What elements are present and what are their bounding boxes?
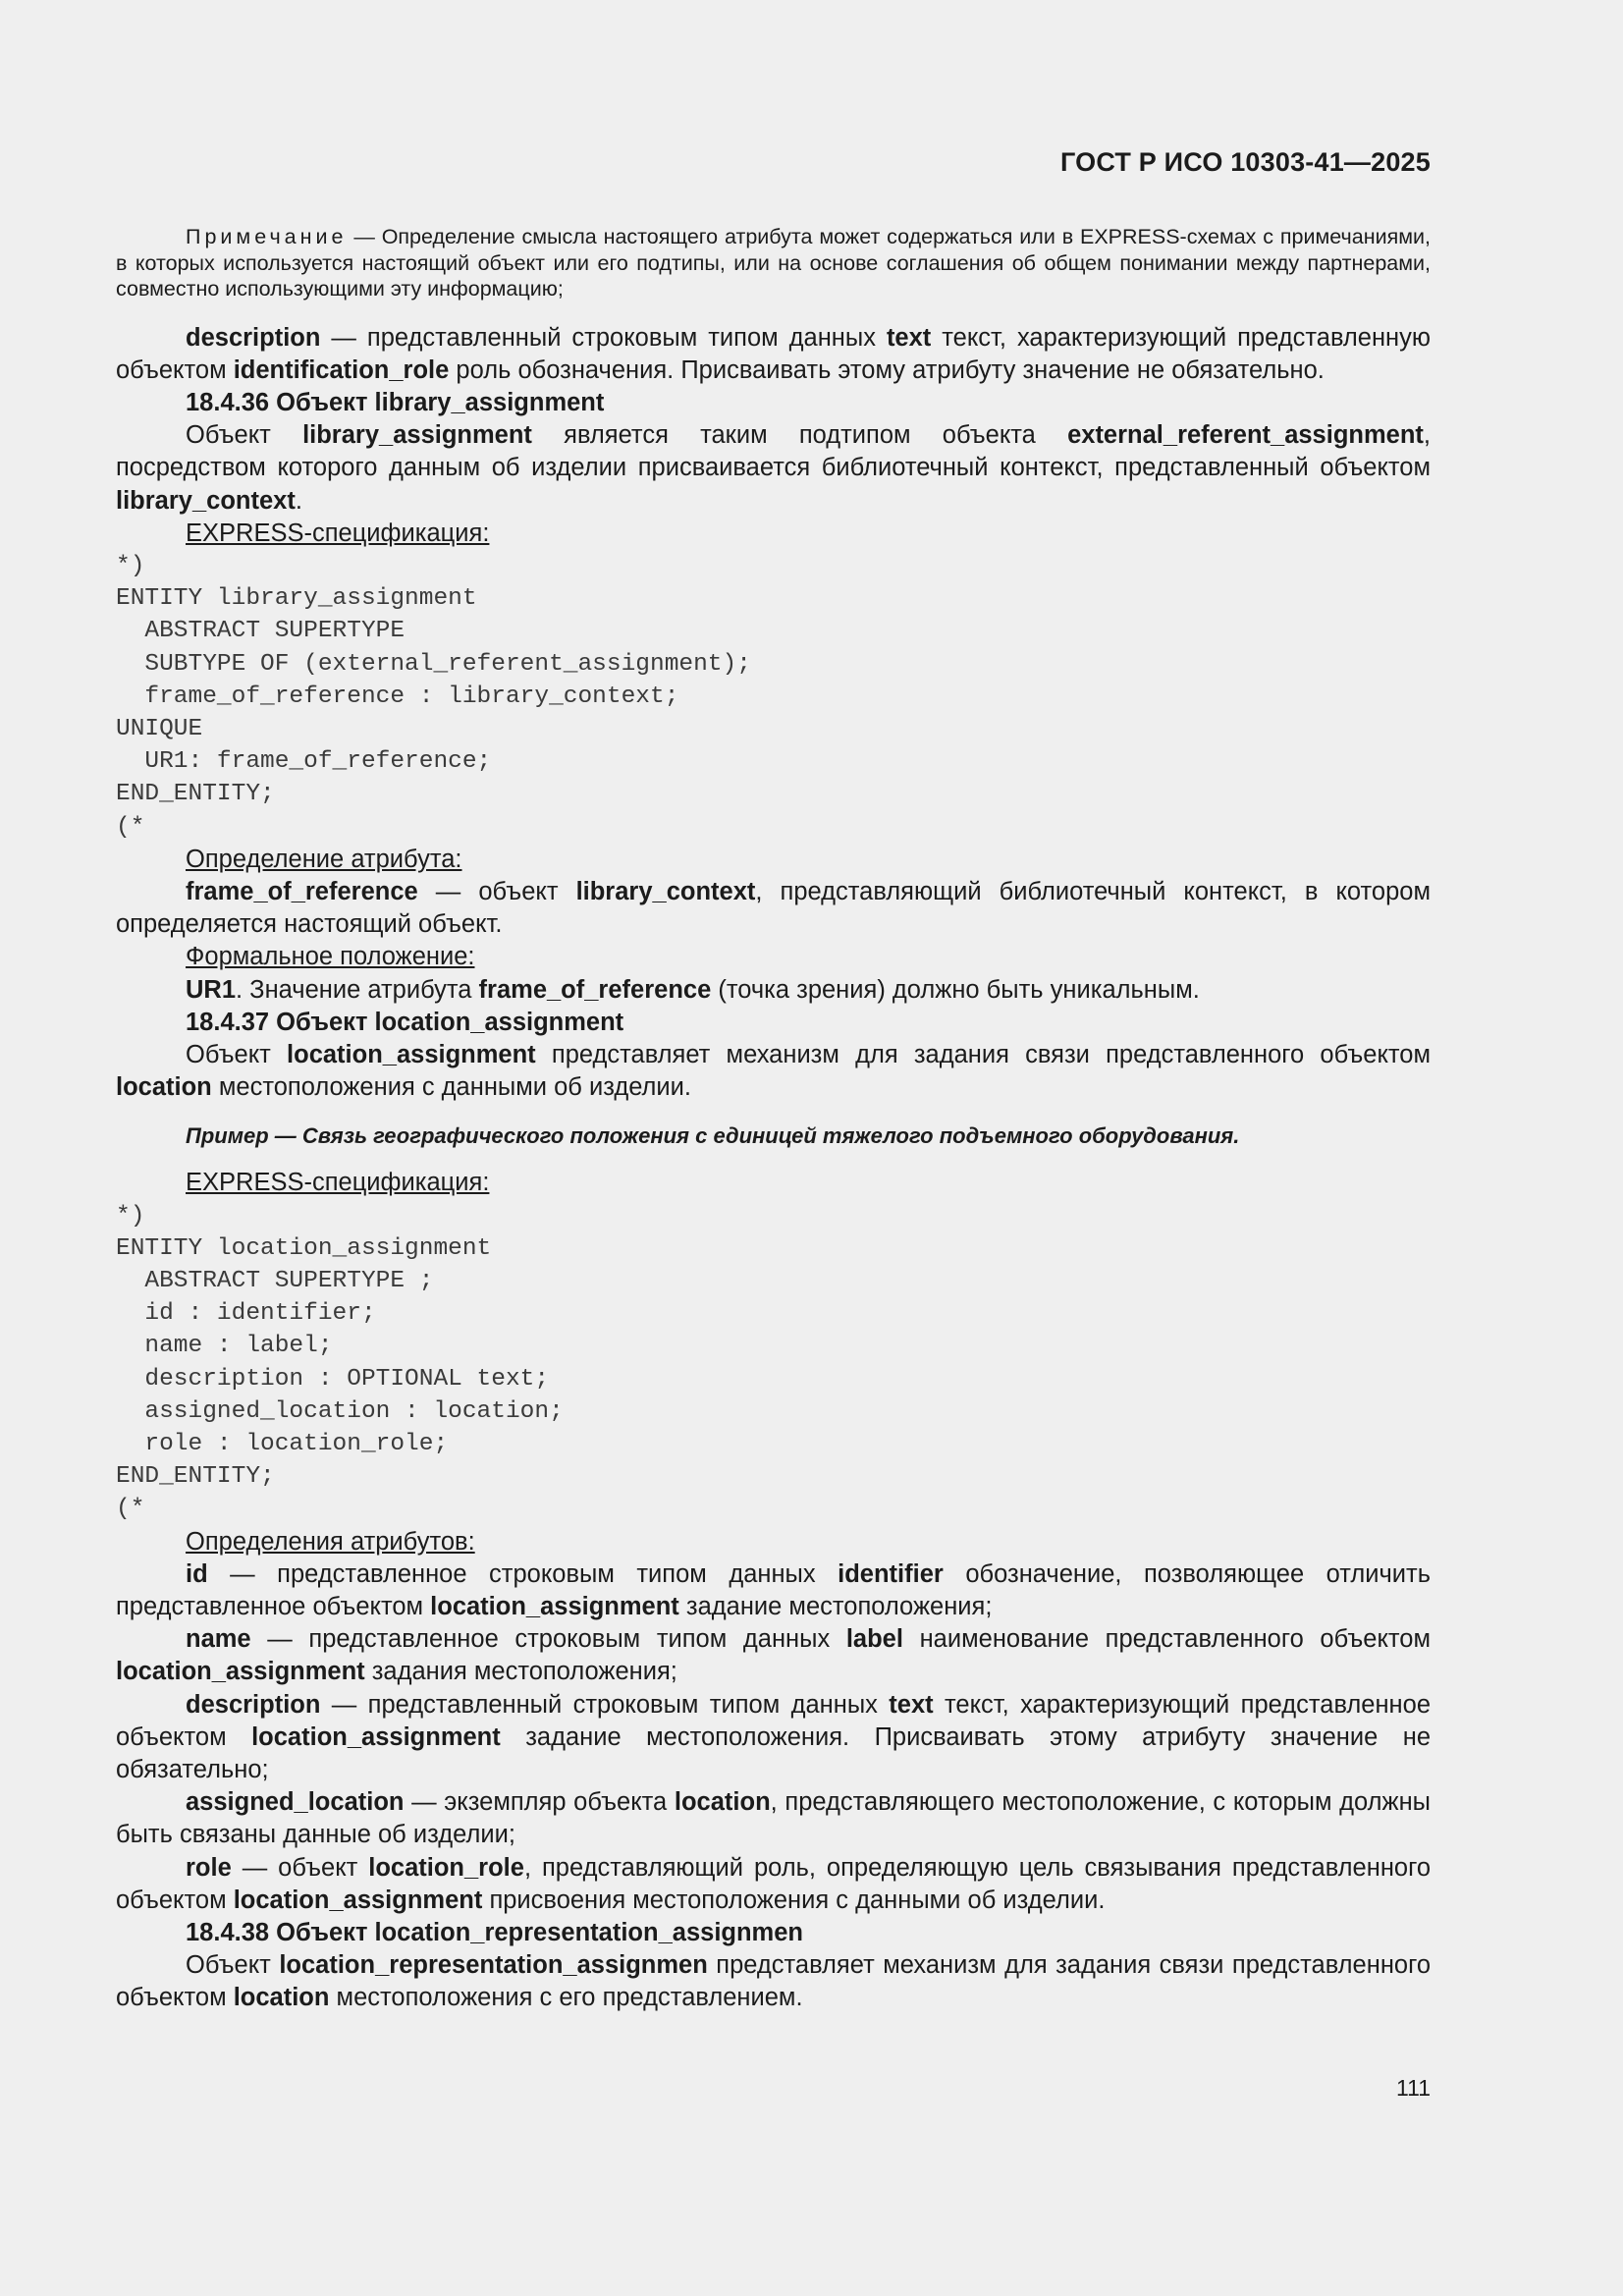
underlined-label: Формальное положение: <box>186 943 475 971</box>
text-run: представляет механизм для задания связи представленного объектом <box>116 1951 1432 2012</box>
attribute-definitions-label <box>116 1526 1431 1558</box>
term: location_assignment <box>251 1722 501 1751</box>
text-run: текст, характеризующий представленное объектом <box>116 1690 1432 1751</box>
description-attribute-definition <box>116 1689 1431 1787</box>
underlined-label: Определения атрибутов: <box>186 1527 475 1556</box>
term: library_context <box>116 486 296 515</box>
term: description <box>186 1690 321 1719</box>
term: location_assignment <box>287 1040 536 1068</box>
page-body <box>116 224 1431 2015</box>
note-text: — Определение смысла настоящего атрибута может содержаться или в EXPRESS-схемах с примечаниями, в которых используется настоящий объект или его подтипы, или на основе соглашения об общем понимании между партнерами, совместно использующими эту информацию; <box>116 225 1431 301</box>
text-run: задание местоположения. Присваивать этому атрибуту значение не обязательно; <box>116 1722 1431 1784</box>
text-run: — представленное строковым типом данных <box>207 1559 839 1588</box>
role-attribute-definition <box>116 1852 1431 1917</box>
section-heading-18-4-36: 18.4.36 Объект library_assignment <box>186 388 605 416</box>
text-run: Объект <box>186 1040 288 1068</box>
description-attribute-paragraph <box>116 322 1431 387</box>
assigned-location-attribute-definition <box>116 1786 1431 1851</box>
term: frame_of_reference <box>478 975 712 1004</box>
term: role <box>186 1853 232 1882</box>
text-run: задания местоположения; <box>364 1658 677 1686</box>
underlined-label: EXPRESS-спецификация: <box>186 1169 490 1197</box>
text-run: (точка зрения) должно быть уникальным. <box>711 975 1200 1004</box>
text-run: — объект <box>231 1853 369 1882</box>
ur1-rule <box>116 974 1431 1007</box>
formal-proposition-label <box>116 941 1431 973</box>
term: text <box>889 1690 934 1719</box>
term: identification_role <box>233 355 450 384</box>
text-run: наименование представленного объектом <box>902 1625 1432 1654</box>
text-run: роль обозначения. Присваивать этому атрибуту значение не обязательно. <box>449 355 1325 384</box>
term: location <box>674 1788 771 1817</box>
text-run: местоположения с его представлением. <box>329 1984 803 2012</box>
note-label: Примечание <box>186 225 348 248</box>
text-run: задание местоположения; <box>678 1593 993 1621</box>
standard-header: ГОСТ Р ИСО 10303-41—2025 <box>1060 147 1431 177</box>
term: identifier <box>838 1559 944 1588</box>
text-run: представляет механизм для задания связи представленного объектом <box>535 1040 1431 1068</box>
text-run: Объект <box>186 421 303 450</box>
text-run: . <box>295 486 302 515</box>
term: name <box>186 1625 251 1654</box>
express-code-library-assignment: *) ENTITY library_assignment ABSTRACT SUPERTYPE SUBTYPE OF (external_referent_assignment); frame_of_reference : library_context; UNIQUE UR1: frame_of_reference; END_ENTITY; (* <box>116 552 751 841</box>
note-paragraph <box>116 224 1431 302</box>
text-run: — экземпляр объекта <box>404 1788 675 1817</box>
term: description <box>186 323 321 352</box>
term: location <box>116 1073 212 1102</box>
express-spec-label <box>116 518 1431 550</box>
text-run: — объект <box>417 877 576 905</box>
text-run: Объект <box>186 1951 280 1980</box>
term: location_assignment <box>116 1658 365 1686</box>
location-assignment-intro <box>116 1039 1431 1104</box>
attribute-definition-label <box>116 844 1431 876</box>
term: label <box>845 1625 903 1654</box>
text-run: — представленный строковым типом данных <box>320 1690 890 1719</box>
term: location_role <box>368 1853 524 1882</box>
term: text <box>886 323 932 352</box>
express-spec-label <box>116 1167 1431 1199</box>
text-run: — представленный строковым типом данных <box>320 323 887 352</box>
express-code-location-assignment: *) ENTITY location_assignment ABSTRACT SUPERTYPE ; id : identifier; name : label; description : OPTIONAL text; assigned_location : location; role : location_role; END_ENTITY; (* <box>116 1202 564 1523</box>
page-number: 111 <box>1396 2075 1431 2101</box>
term: library_assignment <box>302 421 532 450</box>
text-run: . Значение атрибута <box>236 975 479 1004</box>
location-representation-intro <box>116 1949 1431 2014</box>
text-run: , представляющий библиотечный контекст, в котором определяется настоящий объект. <box>116 877 1432 939</box>
text-run: присвоения местоположения с данными об изделии. <box>482 1886 1106 1914</box>
term: external_referent_assignment <box>1067 421 1424 450</box>
text-run: местоположения с данными об изделии. <box>211 1073 692 1102</box>
section-heading-18-4-37: 18.4.37 Объект location_assignment <box>186 1008 624 1036</box>
term: assigned_location <box>186 1788 405 1817</box>
text-run: , посредством которого данным об изделии присваивается библиотечный контекст, представленный объектом <box>116 421 1431 482</box>
term: frame_of_reference <box>186 877 418 905</box>
frame-of-reference-definition <box>116 876 1431 941</box>
term: UR1 <box>186 975 237 1004</box>
term: location <box>233 1984 330 2012</box>
name-attribute-definition <box>116 1623 1431 1688</box>
term: location_assignment <box>430 1593 679 1621</box>
term: id <box>186 1559 208 1588</box>
underlined-label: EXPRESS-спецификация: <box>186 519 490 547</box>
term: location_assignment <box>233 1886 483 1914</box>
section-heading-18-4-38: 18.4.38 Объект location_representation_assignmen <box>186 1919 803 1947</box>
text-run: обозначение, позволяющее отличить представленное объектом <box>116 1559 1431 1621</box>
text-run: текст, характеризующий представленную объектом <box>116 323 1432 384</box>
library-assignment-intro <box>116 419 1431 518</box>
text-run: , представляющего местоположение, с которым должны быть связаны данные об изделии; <box>116 1788 1431 1849</box>
id-attribute-definition <box>116 1558 1431 1623</box>
text-run: — представленное строковым типом данных <box>250 1625 846 1654</box>
term: library_context <box>575 877 756 905</box>
text-run: , представляющий роль, определяющую цель связывания представленного объектом <box>116 1853 1432 1914</box>
text-run: является таким подтипом объекта <box>531 421 1068 450</box>
example-note: Пример — Связь географического положения с единицей тяжелого подъемного оборудования. <box>186 1123 1240 1149</box>
underlined-label: Определение атрибута: <box>186 845 462 873</box>
term: location_representation_assignmen <box>279 1951 708 1980</box>
